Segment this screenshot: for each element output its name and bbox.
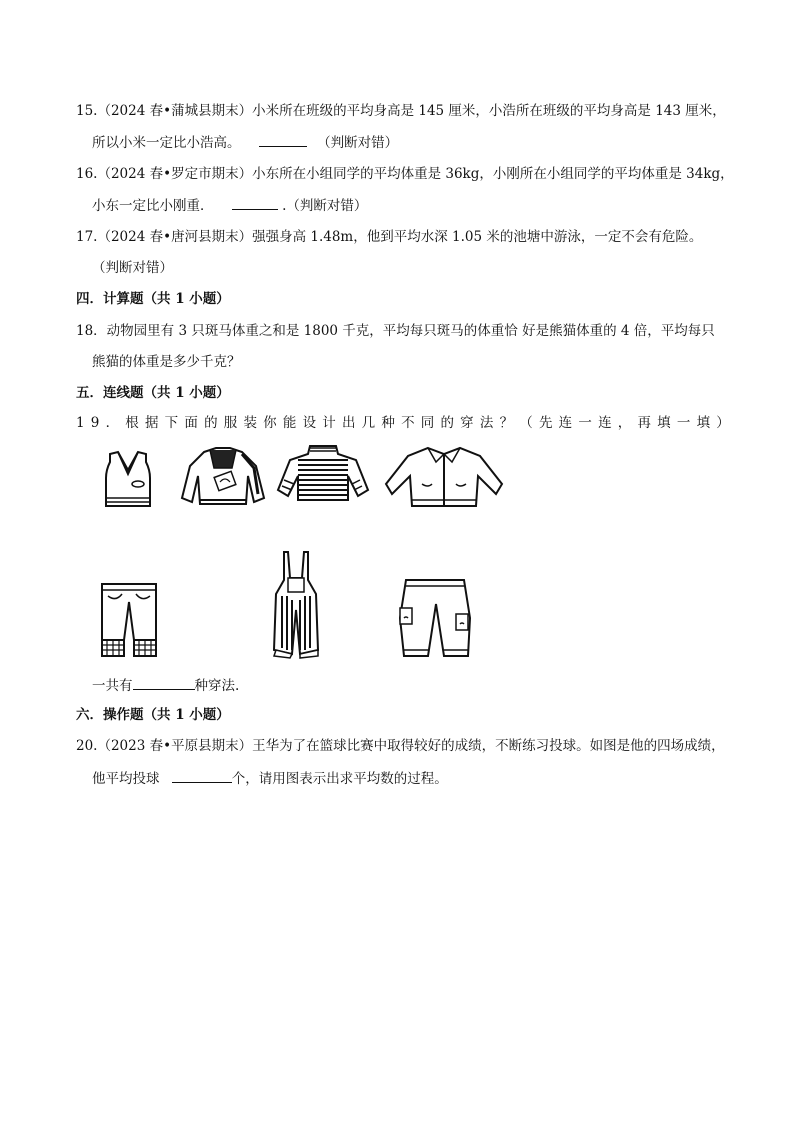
section-6-heading: 六．操作题（共 1 小题） [76,707,230,723]
q19-answer-line [92,675,239,696]
zip-jacket-image[interactable] [384,444,504,512]
section-4-heading: 四．计算题（共 1 小题） [76,291,230,307]
q15-instruction: （判断对错） [317,135,399,151]
q19-line1: 19．根据下面的服装你能设计出几种不同的穿法？（先连一连，再填一填） [76,415,736,431]
q18-line1: 18．动物园里有 3 只斑马体重之和是 1800 千克，平均每只斑马的体重恰 好是熊猫体重的 4 倍，平均每只 [76,323,715,339]
q19-answer-prefix: 一共有 [92,678,133,694]
q20-statement: 他平均投球 [92,771,160,787]
q16-line1: 16.（2024 春•罗定市期末）小东所在小组同学的平均体重是 36kg，小刚所在小组同学的平均体重是 34kg， [76,166,734,182]
q16-instruction: .（判断对错） [282,198,368,214]
jacket-image[interactable] [180,446,266,508]
q20-line1: 20.（2023 春•平原县期末）王华为了在篮球比赛中取得较好的成绩，不断练习投球。如图是他的四场成绩， [76,738,725,754]
q16-answer-blank[interactable] [232,195,278,210]
overalls-image[interactable] [270,550,322,660]
q18-line2: 熊猫的体重是多少千克？ [92,354,241,370]
q15-answer-blank[interactable] [259,132,307,147]
q17-line1: 17.（2024 春•唐河县期末）强强身高 1.48m，他到平均水深 1.05 米的池塘中游泳，一定不会有危险。 [76,229,703,245]
q17-line2: （判断对错） [92,260,173,276]
q19-answer-suffix: 种穿法. [194,678,240,694]
q20-answer-blank[interactable] [172,768,232,783]
section-5-heading: 五．连线题（共 1 小题） [76,385,230,401]
cargo-pants-image[interactable] [396,578,474,660]
q19-answer-blank[interactable] [133,675,195,690]
q15-line1: 15.（2024 春•蒲城县期末）小米所在班级的平均身高是 145 厘米，小浩所在班级的平均身高是 143 厘米， [76,103,726,119]
q15-statement: 所以小米一定比小浩高。 [92,135,241,151]
q16-statement: 小东一定比小刚重． [92,198,214,214]
sweater-image[interactable] [276,444,370,504]
q15-line2 [92,132,398,153]
q16-line2 [92,195,367,216]
q20-line2 [92,768,448,789]
vest-image[interactable] [96,448,160,512]
shorts-pants-image[interactable] [98,580,160,660]
q20-instruction: 个，请用图表示出求平均数的过程。 [231,771,448,787]
